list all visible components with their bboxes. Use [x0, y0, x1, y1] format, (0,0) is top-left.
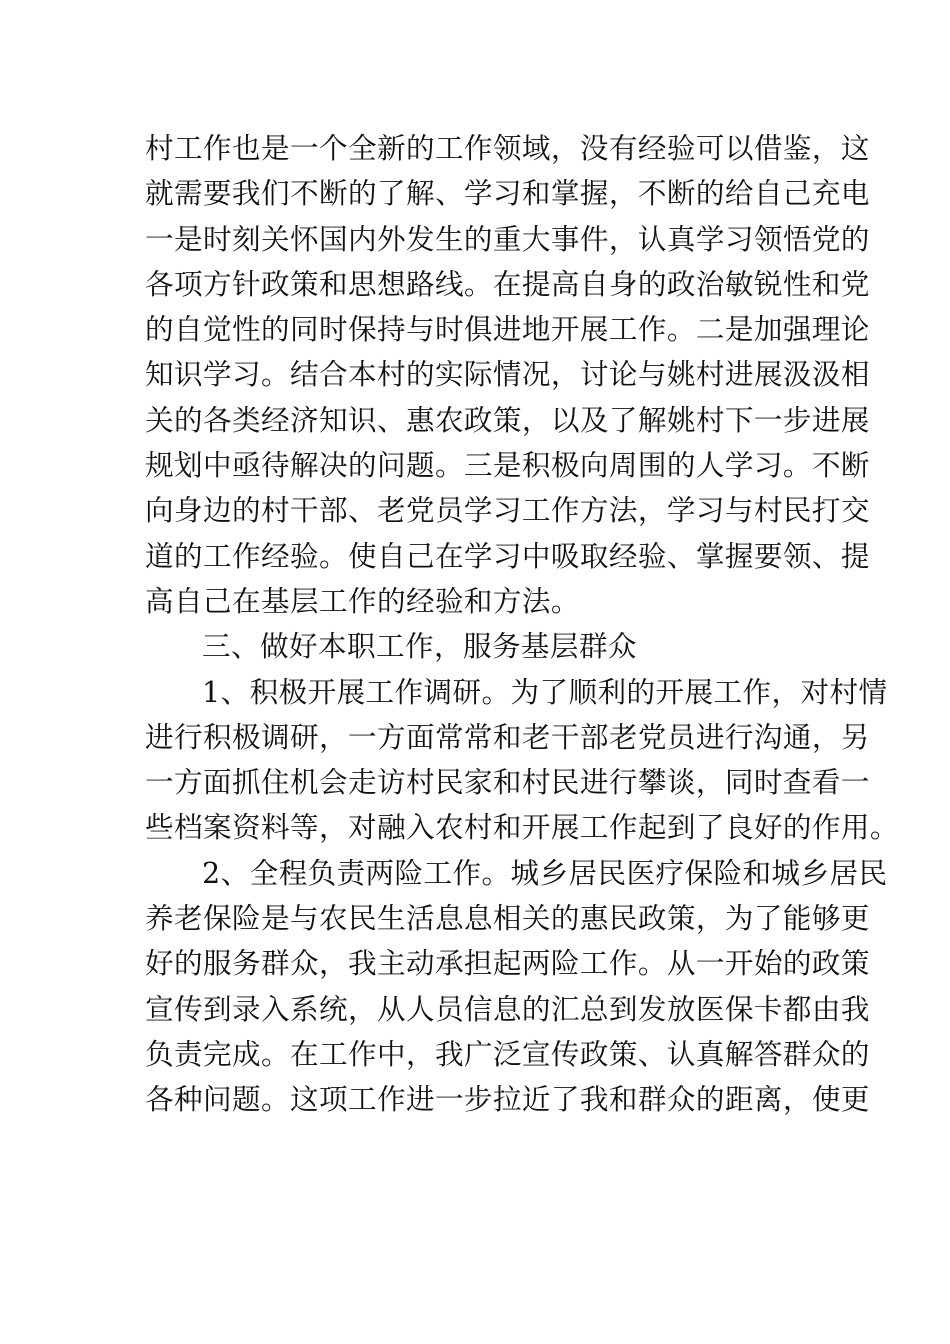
text-line: 2、全程负责两险工作。城乡居民医疗保险和城乡居民 — [202, 855, 888, 890]
text-line: 道的工作经验。使自己在学习中吸取经验、掌握要领、提 — [145, 538, 870, 573]
text-line: 宣传到录入系统，从人员信息的汇总到发放医保卡都由我 — [145, 991, 870, 1026]
text-line: 进行积极调研，一方面常常和老干部老党员进行沟通，另 — [145, 719, 870, 754]
body-text — [145, 126, 899, 1123]
text-line: 一方面抓住机会走访村民家和村民进行攀谈，同时查看一 — [145, 765, 870, 800]
text-line: 些档案资料等，对融入农村和开展工作起到了良好的作用。 — [145, 810, 899, 845]
text-line: 知识学习。结合本村的实际情况，讨论与姚村进展汲汲相 — [145, 357, 870, 392]
text-line: 三、做好本职工作，服务基层群众 — [202, 629, 637, 664]
text-line: 就需要我们不断的了解、学习和掌握，不断的给自己充电 — [145, 176, 870, 211]
text-line: 关的各类经济知识、惠农政策，以及了解姚村下一步进展 — [145, 402, 870, 437]
text-line: 好的服务群众，我主动承担起两险工作。从一开始的政策 — [145, 946, 870, 981]
text-line: 向身边的村干部、老党员学习工作方法，学习与村民打交 — [145, 493, 870, 528]
text-line: 规划中亟待解决的问题。三是积极向周围的人学习。不断 — [145, 448, 870, 483]
text-line: 养老保险是与农民生活息息相关的惠民政策，为了能够更 — [145, 901, 870, 936]
text-line: 村工作也是一个全新的工作领域，没有经验可以借鉴，这 — [145, 131, 870, 165]
text-line: 一是时刻关怀国内外发生的重大事件，认真学习领悟党的 — [145, 221, 870, 256]
text-line: 各项方针政策和思想路线。在提高自身的政治敏锐性和党 — [145, 266, 870, 301]
text-line: 高自己在基层工作的经验和方法。 — [145, 583, 580, 618]
text-line: 的自觉性的同时保持与时俱进地开展工作。二是加强理论 — [145, 312, 870, 347]
text-line: 各种问题。这项工作进一步拉近了我和群众的距离，使更 — [145, 1082, 870, 1117]
text-line: 1、积极开展工作调研。为了顺利的开展工作，对村情 — [202, 674, 888, 709]
text-line: 负责完成。在工作中，我广泛宣传政策、认真解答群众的 — [145, 1036, 870, 1071]
